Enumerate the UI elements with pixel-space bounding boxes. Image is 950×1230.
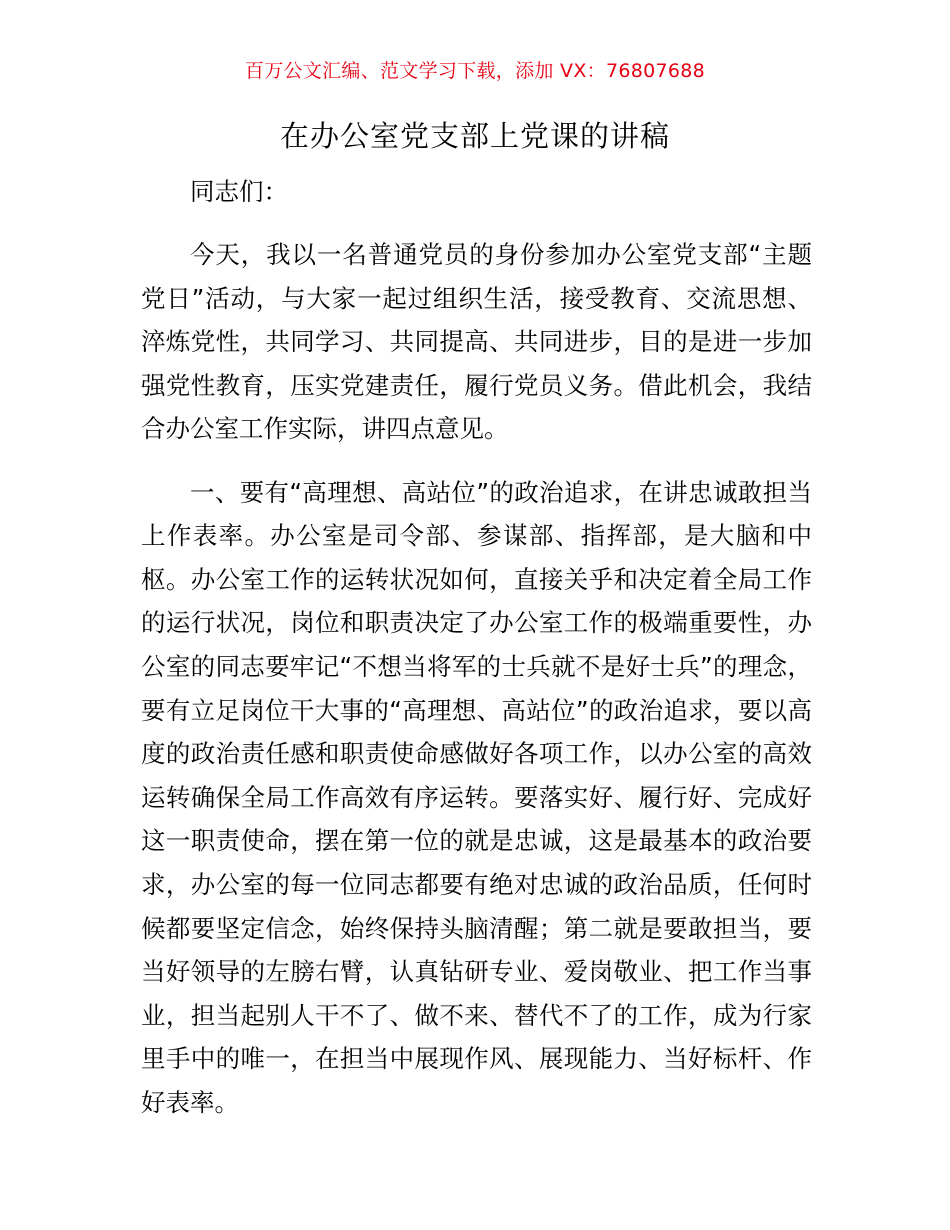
document-title: 在办公室党支部上党课的讲稿 [279,119,670,153]
document-body [141,170,812,1144]
salutation: 同志们： [190,177,288,206]
paragraph-intro: 今天，我以一名普通党员的身份参加办公室党支部“主题党日”活动，与大家一起过组织生活，接受教育、交流思想、淬炼党性，共同学习、共同提高、共同进步，目的是进一步加强党性教育，压实党建责任，履行党员义务。借此机会，我结合办公室工作实际，讲四点意见。 [141,240,812,444]
promo-header: 百万公文汇编、范文学习下载，添加 VX：76807688 [244,60,706,82]
paragraph-point-one: 一、要有“高理想、高站位”的政治追求，在讲忠诚敢担当上作表率。办公室是司令部、参谋部、指挥部，是大脑和中枢。办公室工作的运转状况如何，直接关乎和决定着全局工作的运行状况，岗位和职责决定了办公室工作的极端重要性，办公室的同志要牢记“不想当将军的士兵就不是好士兵”的理念，要有立足岗位干大事的“高理想、高站位”的政治追求，要以高度的政治责任感和职责使命感做好各项工作，以办公室的高效运转确保全局工作高效有序运转。要落实好、履行好、完成好这一职责使命，摆在第一位的就是忠诚，这是最基本的政治要求，办公室的每一位同志都要有绝对忠诚的政治品质，任何时候都要坚定信念，始终保持头脑清醒；第二就是要敢担当，要当好领导的左膀右臂，认真钻研专业、爱岗敬业、把工作当事业，担当起别人干不了、做不来、替代不了的工作，成为行家里手中的唯一，在担当中展现作风、展现能力、当好标杆、作好表率。 [141,477,812,1117]
